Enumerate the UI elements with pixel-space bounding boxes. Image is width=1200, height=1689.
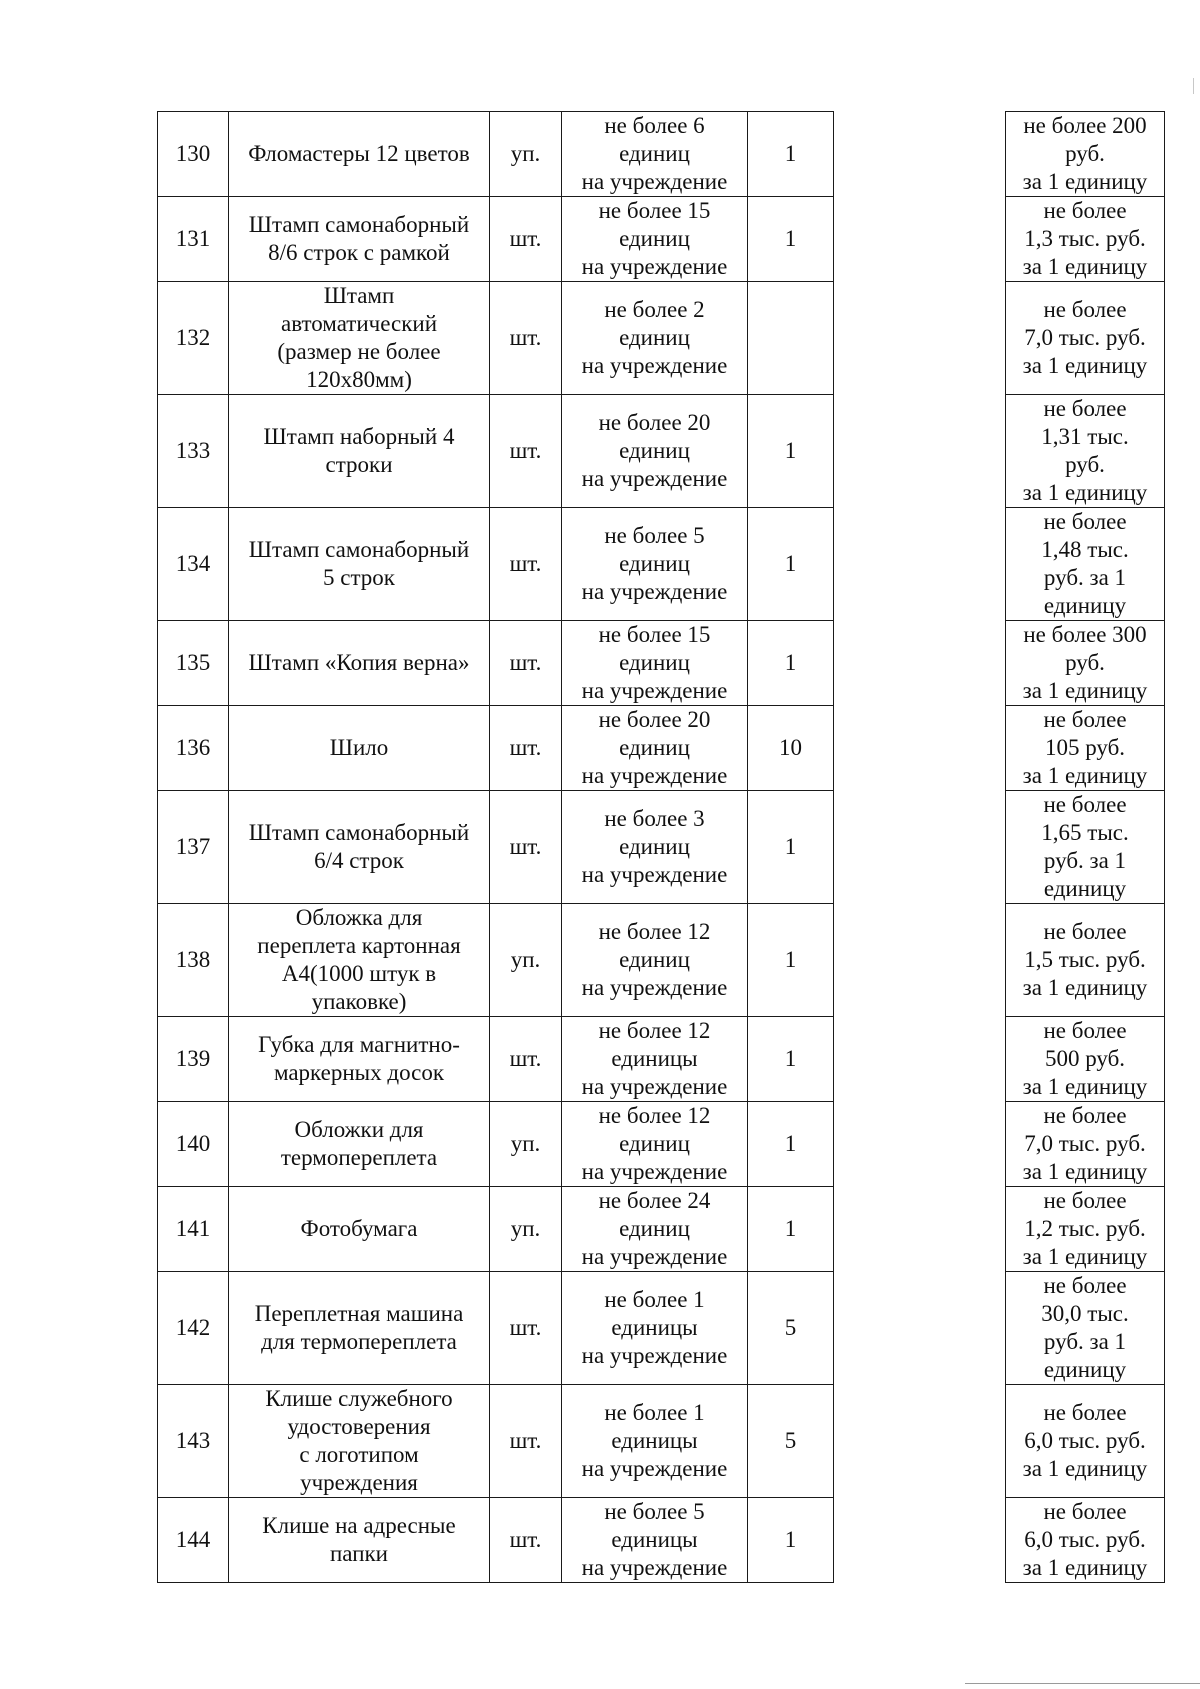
supplies-norms-table <box>157 111 1165 1583</box>
empty-column-cell <box>834 791 1006 904</box>
table-row <box>158 1187 1165 1272</box>
price-cell: не более 105 руб. за 1 единицу <box>1006 706 1165 791</box>
empty-column-cell <box>834 1187 1006 1272</box>
unit-cell: шт. <box>490 282 562 395</box>
price-cell: не более 1,65 тыс. руб. за 1 единицу <box>1006 791 1165 904</box>
item-name-cell: Штамп наборный 4 строки <box>229 395 490 508</box>
term-cell: 1 <box>748 1187 834 1272</box>
unit-cell: шт. <box>490 1272 562 1385</box>
table-row <box>158 508 1165 621</box>
row-number-cell: 137 <box>158 791 229 904</box>
term-cell: 1 <box>748 1498 834 1583</box>
item-name-cell: Фотобумага <box>229 1187 490 1272</box>
term-cell: 1 <box>748 112 834 197</box>
quantity-cell: не более 3 единиц на учреждение <box>562 791 748 904</box>
row-number-cell: 133 <box>158 395 229 508</box>
term-cell: 1 <box>748 197 834 282</box>
empty-column-cell <box>834 395 1006 508</box>
table-row <box>158 621 1165 706</box>
unit-cell: шт. <box>490 1017 562 1102</box>
empty-column-cell <box>834 904 1006 1017</box>
empty-column-cell <box>834 1272 1006 1385</box>
table-row <box>158 904 1165 1017</box>
price-cell: не более 30,0 тыс. руб. за 1 единицу <box>1006 1272 1165 1385</box>
item-name-cell: Обложка для переплета картонная А4(1000 штук в упаковке) <box>229 904 490 1017</box>
empty-column-cell <box>834 621 1006 706</box>
item-name-cell: Штамп самонаборный 8/6 строк с рамкой <box>229 197 490 282</box>
row-number-cell: 134 <box>158 508 229 621</box>
quantity-cell: не более 5 единиц на учреждение <box>562 508 748 621</box>
quantity-cell: не более 20 единиц на учреждение <box>562 395 748 508</box>
item-name-cell: Клише служебного удостоверения с логотипом учреждения <box>229 1385 490 1498</box>
row-number-cell: 144 <box>158 1498 229 1583</box>
table-row <box>158 1385 1165 1498</box>
empty-column-cell <box>834 706 1006 791</box>
table-row <box>158 1102 1165 1187</box>
table-row <box>158 282 1165 395</box>
quantity-cell: не более 12 единицы на учреждение <box>562 1017 748 1102</box>
table-row <box>158 1498 1165 1583</box>
quantity-cell: не более 20 единиц на учреждение <box>562 706 748 791</box>
row-number-cell: 141 <box>158 1187 229 1272</box>
term-cell: 1 <box>748 1017 834 1102</box>
price-cell: не более 500 руб. за 1 единицу <box>1006 1017 1165 1102</box>
quantity-cell: не более 12 единиц на учреждение <box>562 1102 748 1187</box>
table-row <box>158 791 1165 904</box>
item-name-cell: Фломастеры 12 цветов <box>229 112 490 197</box>
table-row <box>158 112 1165 197</box>
term-cell: 1 <box>748 395 834 508</box>
quantity-cell: не более 24 единиц на учреждение <box>562 1187 748 1272</box>
row-number-cell: 131 <box>158 197 229 282</box>
term-cell: 1 <box>748 791 834 904</box>
row-number-cell: 140 <box>158 1102 229 1187</box>
term-cell: 1 <box>748 621 834 706</box>
footer-rule <box>965 1683 1200 1684</box>
price-cell: не более 7,0 тыс. руб. за 1 единицу <box>1006 1102 1165 1187</box>
empty-column-cell <box>834 112 1006 197</box>
item-name-cell: Клише на адресные папки <box>229 1498 490 1583</box>
unit-cell: шт. <box>490 706 562 791</box>
quantity-cell: не более 1 единицы на учреждение <box>562 1272 748 1385</box>
table-row <box>158 1017 1165 1102</box>
quantity-cell: не более 2 единиц на учреждение <box>562 282 748 395</box>
table-row <box>158 197 1165 282</box>
unit-cell: шт. <box>490 1498 562 1583</box>
price-cell: не более 1,48 тыс. руб. за 1 единицу <box>1006 508 1165 621</box>
table-row <box>158 706 1165 791</box>
unit-cell: уп. <box>490 1102 562 1187</box>
price-cell: не более 1,5 тыс. руб. за 1 единицу <box>1006 904 1165 1017</box>
price-cell: не более 7,0 тыс. руб. за 1 единицу <box>1006 282 1165 395</box>
term-cell: 10 <box>748 706 834 791</box>
row-number-cell: 142 <box>158 1272 229 1385</box>
term-cell: 1 <box>748 508 834 621</box>
quantity-cell: не более 5 единицы на учреждение <box>562 1498 748 1583</box>
quantity-cell: не более 6 единиц на учреждение <box>562 112 748 197</box>
row-number-cell: 138 <box>158 904 229 1017</box>
term-cell: 1 <box>748 1102 834 1187</box>
term-cell: 1 <box>748 904 834 1017</box>
item-name-cell: Обложки для термопереплета <box>229 1102 490 1187</box>
table-row <box>158 395 1165 508</box>
empty-column-cell <box>834 197 1006 282</box>
item-name-cell: Переплетная машина для термопереплета <box>229 1272 490 1385</box>
empty-column-cell <box>834 1385 1006 1498</box>
unit-cell: шт. <box>490 395 562 508</box>
quantity-cell: не более 12 единиц на учреждение <box>562 904 748 1017</box>
price-cell: не более 300 руб. за 1 единицу <box>1006 621 1165 706</box>
empty-column-cell <box>834 1498 1006 1583</box>
unit-cell: шт. <box>490 197 562 282</box>
table-row <box>158 1272 1165 1385</box>
quantity-cell: не более 15 единиц на учреждение <box>562 197 748 282</box>
unit-cell: уп. <box>490 1187 562 1272</box>
price-cell: не более 200 руб. за 1 единицу <box>1006 112 1165 197</box>
unit-cell: шт. <box>490 508 562 621</box>
item-name-cell: Штамп самонаборный 5 строк <box>229 508 490 621</box>
term-cell: 5 <box>748 1385 834 1498</box>
empty-column-cell <box>834 282 1006 395</box>
price-cell: не более 1,31 тыс. руб. за 1 единицу <box>1006 395 1165 508</box>
row-number-cell: 139 <box>158 1017 229 1102</box>
row-number-cell: 135 <box>158 621 229 706</box>
item-name-cell: Шило <box>229 706 490 791</box>
unit-cell: шт. <box>490 791 562 904</box>
unit-cell: шт. <box>490 621 562 706</box>
term-cell <box>748 282 834 395</box>
row-number-cell: 136 <box>158 706 229 791</box>
item-name-cell: Штамп «Копия верна» <box>229 621 490 706</box>
quantity-cell: не более 1 единицы на учреждение <box>562 1385 748 1498</box>
item-name-cell: Штамп автоматический (размер не более 120х80мм) <box>229 282 490 395</box>
item-name-cell: Штамп самонаборный 6/4 строк <box>229 791 490 904</box>
scan-mark <box>1193 78 1194 94</box>
row-number-cell: 132 <box>158 282 229 395</box>
row-number-cell: 130 <box>158 112 229 197</box>
term-cell: 5 <box>748 1272 834 1385</box>
unit-cell: шт. <box>490 1385 562 1498</box>
price-cell: не более 6,0 тыс. руб. за 1 единицу <box>1006 1385 1165 1498</box>
price-cell: не более 6,0 тыс. руб. за 1 единицу <box>1006 1498 1165 1583</box>
row-number-cell: 143 <box>158 1385 229 1498</box>
table-body <box>158 112 1165 1583</box>
empty-column-cell <box>834 1102 1006 1187</box>
price-cell: не более 1,2 тыс. руб. за 1 единицу <box>1006 1187 1165 1272</box>
unit-cell: уп. <box>490 112 562 197</box>
item-name-cell: Губка для магнитно- маркерных досок <box>229 1017 490 1102</box>
empty-column-cell <box>834 508 1006 621</box>
empty-column-cell <box>834 1017 1006 1102</box>
unit-cell: уп. <box>490 904 562 1017</box>
quantity-cell: не более 15 единиц на учреждение <box>562 621 748 706</box>
price-cell: не более 1,3 тыс. руб. за 1 единицу <box>1006 197 1165 282</box>
